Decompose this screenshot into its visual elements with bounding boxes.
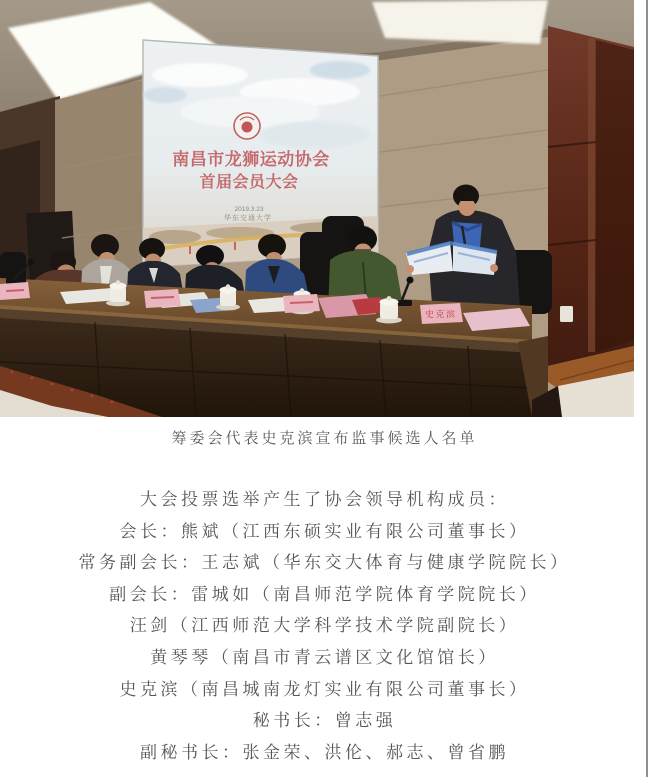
light-switch <box>560 306 573 322</box>
article-line-vp-1: 副会长：雷城如（南昌师范学院体育学院院长） <box>109 584 540 604</box>
article-line-vp-2: 汪剑（江西师范大学科学技术学院副院长） <box>129 616 520 636</box>
name-card-shikebin <box>420 303 463 324</box>
article-line-intro: 大会投票选举产生了协会领导机构成员： <box>140 490 509 509</box>
screen-title-line2: 首届会员大会 <box>199 174 299 191</box>
article-line-vp-4: 史克滨（南昌城南龙灯实业有限公司董事长） <box>119 679 530 699</box>
page-right-border <box>646 0 648 777</box>
right-wall <box>548 26 634 390</box>
photo-caption: 筹委会代表史克滨宣布监事候选人名单 <box>171 430 478 447</box>
screen-date: 2019.3.23 <box>234 206 264 213</box>
article-line-deputy-secs: 副秘书长：张金荣、洪伦、郝志、曾省鹏 <box>140 742 509 762</box>
article-body <box>0 484 649 768</box>
light-panel-center <box>372 0 548 44</box>
screen-title-line1: 南昌市龙狮运动协会 <box>172 150 330 169</box>
door-frame <box>588 38 595 352</box>
article-line-secretary: 秘书长：曾志强 <box>252 711 397 731</box>
name-card-text: 史克滨 <box>425 309 457 319</box>
article-line-president: 会长：熊斌（江西东硕实业有限公司董事长） <box>119 521 530 541</box>
article-line-exec-vp: 常务副会长：王志斌（华东交大体育与健康学院院长） <box>78 553 571 573</box>
article-line-vp-3: 黄琴琴（南昌市青云谱区文化馆馆长） <box>150 647 499 667</box>
association-logo <box>234 113 260 139</box>
door-panel <box>596 40 634 352</box>
screen-venue: 华东交通大学 <box>224 215 272 222</box>
